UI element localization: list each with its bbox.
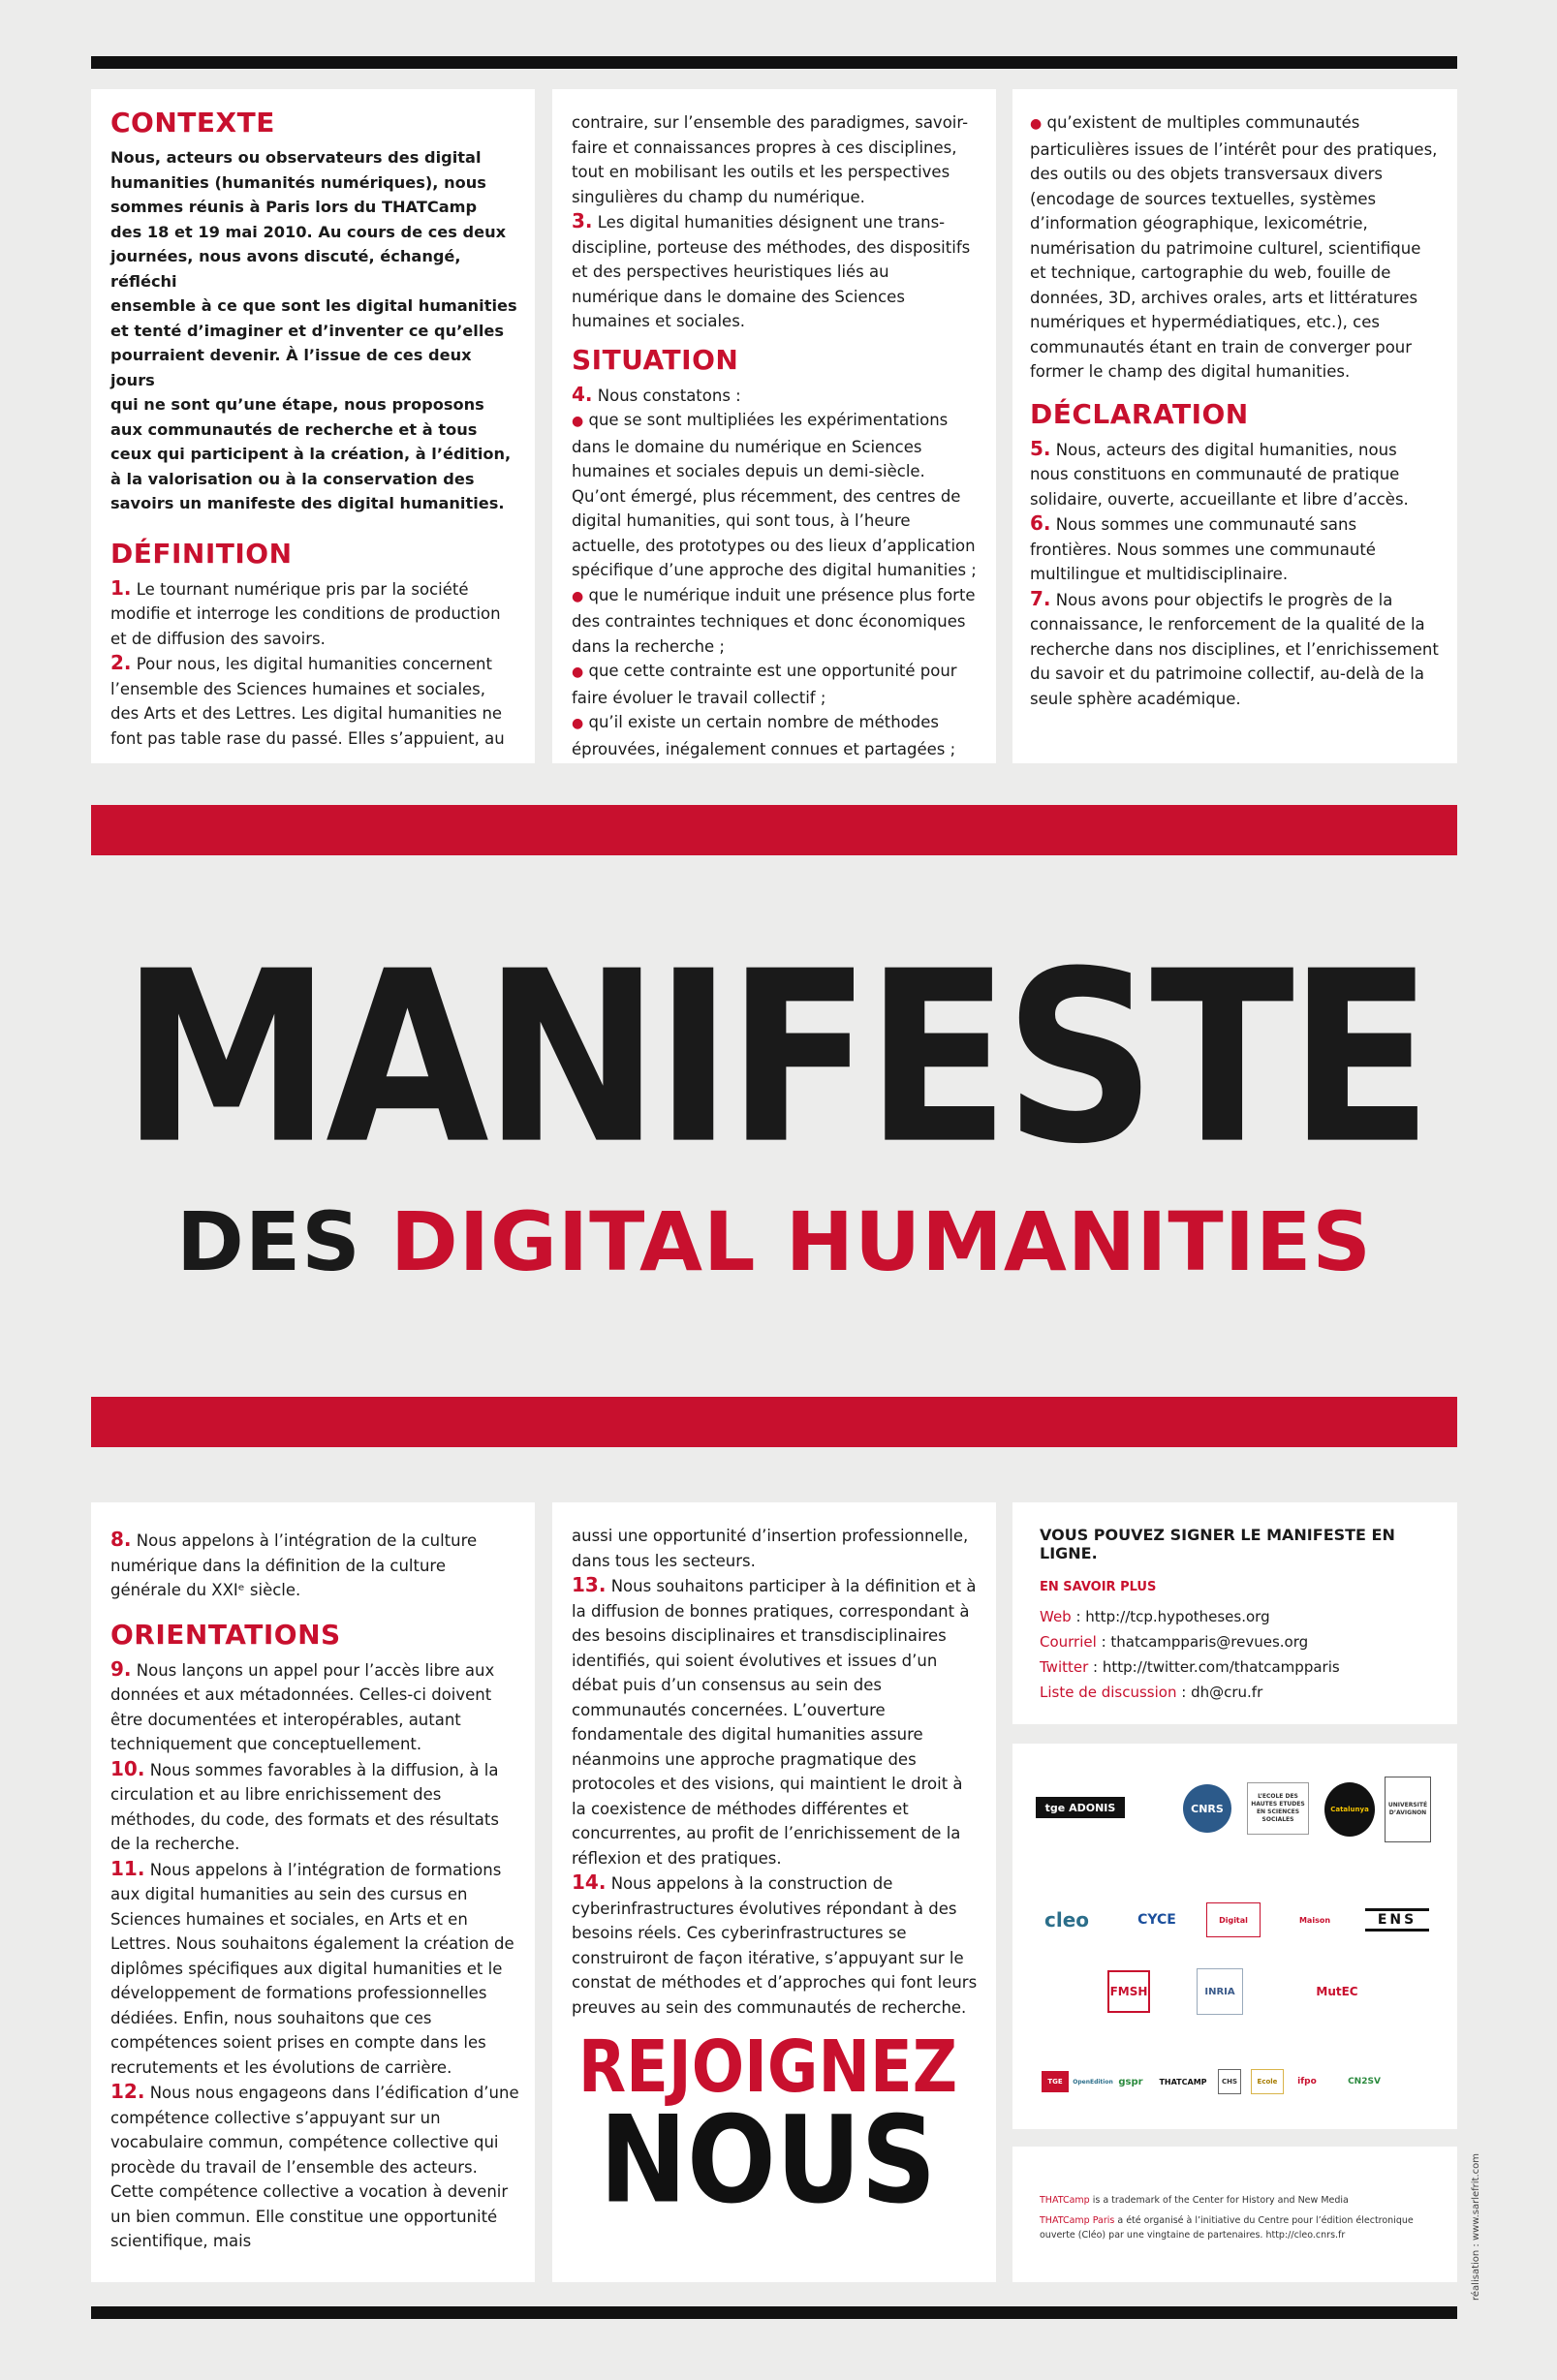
- subtitle-des: DES: [176, 1194, 390, 1289]
- sign-online-title: VOUS POUVEZ SIGNER LE MANIFESTE EN LIGNE.: [1040, 1526, 1395, 1562]
- title-subtitle: [91, 1193, 1457, 1290]
- item-13: 13. Nous souhaitons participer à la définition et à la diffusion de bonnes pratiques, correspondant à des besoins disciplinaires et transdisciplinaires identifiés, qui soient évolutives et issues d’un débat puis d’un consensus au sein des communautés concernées. L’ouverture fondamentale des digital humanities assure néanmoins une approche pragmatique des protocoles et des visions, qui maintient le droit à la coexistence de méthodes différentes et concurrentes, au profit de l’enrichissement de la réflexion et des pratiques.: [572, 1573, 977, 1868]
- design-credit: réalisation : www.sarlefrit.com: [1471, 2153, 1481, 2301]
- logo-tge-small: TGE: [1042, 2071, 1069, 2092]
- contexte-text: Nous, acteurs ou observateurs des digital humanities (humanités numériques), nous sommes réunis à Paris lors du THATCamp des 18 et 19 mai 2010. Au cours de ces deux journées, nous avons discuté, échangé, réfléchi ensemble à ce que sont les digital humanities et tenté d’imaginer et d’inventer ce qu’elles pourraient devenir. À l’issue de ces deux jours qui ne sont qu’une étape, nous proposons aux communautés de recherche et à tous ceux qui participent à la création, à l’édition, à la valorisation ou à la conservation des savoirs un manifeste des digital humanities.: [110, 148, 517, 512]
- logo-avignon: UNIVERSITÉ D’AVIGNON: [1385, 1777, 1431, 1842]
- bullet-icon: ●: [572, 665, 584, 680]
- item-7: 7. Nous avons pour objectifs le progrès de la connaissance, le renforcement de la qualité de la recherche dans nos disciplines, et l’enrichissement du savoir et du patrimoine collectif, au-delà de la seule sphère académique.: [1030, 586, 1439, 708]
- logo-gspr: gspr: [1118, 2076, 1143, 2087]
- logo-ehess: L’ECOLE DES HAUTES ETUDES EN SCIENCES SOCIALES: [1247, 1782, 1309, 1835]
- panel-partner-logos: [1012, 1744, 1457, 2129]
- bullet-icon: ●: [572, 588, 584, 604]
- bullet-item: ● qu’existent de multiples communautés particulières issues de l’intérêt pour des pratiques, des outils ou des objets transversaux divers (encodage de sources textuelles, systèmes d’information géographique, lexicométrie, numérisation du patrimoine culturel, scientifique et technique, cartographie du web, fouille de données, 3D, archives orales, arts et littératures numériques et hypermédiatiques, etc.), ces communautés étant en train de converger pour former le champ des digital humanities.: [1030, 113, 1438, 381]
- logo-openedition: OpenEdition: [1073, 2078, 1113, 2086]
- panel-info: [1012, 1502, 1457, 1724]
- item-6: 6. Nous sommes une communauté sans frontières. Nous sommes une communauté multilingue et multidisciplinaire.: [1030, 511, 1376, 583]
- logo-mutec: MutEC: [1316, 1984, 1358, 1998]
- panel-orientations: [91, 1502, 535, 2282]
- item-4: 4. Nous constatons :: [572, 382, 741, 406]
- logo-cnrs: CNRS: [1183, 1784, 1231, 1833]
- logo-tge-adonis: tge ADONIS: [1036, 1797, 1125, 1818]
- item-5: 5. Nous, acteurs des digital humanities, nous nous constituons en communauté de pratique solidaire, ouverte, accueillante et libre d’accès.: [1030, 436, 1409, 509]
- logo-cleo: cleo: [1043, 1907, 1089, 1932]
- logo-fmsh: FMSH: [1107, 1970, 1150, 2013]
- heading-declaration: DÉCLARATION: [1030, 397, 1249, 430]
- logo-chs: CHS: [1218, 2069, 1241, 2094]
- top-rule: [91, 56, 1457, 69]
- bullet-icon: ●: [572, 414, 584, 429]
- item-12: 12. Nous nous engageons dans l’édification d’une compétence collective s’appuyant sur un vocabulaire commun, compétence collective qui procède du travail de l’ensemble des acteurs. Cette compétence collective a vocation à devenir un bien commun. Elle constitue une opportunité scientifique, mais: [110, 2080, 519, 2250]
- heading-definition: DÉFINITION: [110, 537, 293, 570]
- panel-contexte: [91, 89, 535, 763]
- logo-catalunya: Catalunya: [1324, 1782, 1375, 1837]
- footnote-trademark: THATCamp is a trademark of the Center for History and New Media: [1040, 2195, 1349, 2206]
- mailing-list-link[interactable]: Liste de discussion : dh@cru.fr: [1040, 1684, 1263, 1701]
- logo-inria: INRIA: [1197, 1968, 1243, 2015]
- heading-contexte: CONTEXTE: [110, 107, 275, 139]
- item-14: 14. Nous appelons à la construction de cyberinfrastructures évolutives répondant à des besoins réels. Ces cyberinfrastructures se construiront de façon itérative, s’appuyant sur le constat de méthodes et d’approches qui font leurs preuves au sein des communautés de recherche.: [572, 1870, 978, 2017]
- col2-bottom-continuation: aussi une opportunité d’insertion professionnelle, dans tous les secteurs.: [572, 1527, 969, 1570]
- logo-cyce: CYCE: [1137, 1911, 1176, 1928]
- title-top-band: [91, 805, 1457, 855]
- bullet-item: ● que cette contrainte est une opportunité pour faire évoluer le travail collectif ;: [572, 662, 957, 707]
- item-11: 11. Nous appelons à l’intégration de formations aux digital humanities au sein des cursus en Sciences humaines et sociales, en Arts et en Lettres. Nous souhaitons également la création de diplômes spécifiques aux digital humanities et le développement de formations professionnelles dédiées. Enfin, nous souhaitons que ces compétences soient prises en compte dans les recrutements et les évolutions de carrière.: [110, 1856, 514, 2077]
- join-us-line-1: REJOIGNEZ: [577, 2026, 958, 2110]
- item-10: 10. Nous sommes favorables à la diffusion, à la circulation et au libre enrichissement des méthodes, du code, des formats et des résultats de la recherche.: [110, 1756, 499, 1853]
- web-link[interactable]: Web : http://tcp.hypotheses.org: [1040, 1608, 1270, 1625]
- logo-digital: Digital: [1206, 1902, 1261, 1937]
- item-2: 2. Pour nous, les digital humanities concernent l’ensemble des Sciences humaines et sociales, des Arts et des Lettres. Les digital humanities ne font pas table rase du passé. Elles s’appuient, au: [110, 651, 505, 748]
- col2-continuation: contraire, sur l’ensemble des paradigmes, savoir-faire et connaissances propres à ces disciplines, tout en mobilisant les outils et les perspectives singulières du champ du numérique.: [572, 113, 969, 206]
- panel-declaration: [1012, 89, 1457, 763]
- bottom-rule: [91, 2306, 1457, 2319]
- heading-orientations: ORIENTATIONS: [110, 1618, 341, 1651]
- subtitle-digital-humanities: DIGITAL HUMANITIES: [390, 1194, 1372, 1289]
- logo-ens: ENS: [1365, 1908, 1429, 1932]
- panel-footnote: [1012, 2147, 1457, 2282]
- logo-cn2sv: CN2SV: [1348, 2076, 1381, 2086]
- learn-more-heading: EN SAVOIR PLUS: [1040, 1580, 1157, 1594]
- bullet-icon: ●: [572, 716, 584, 731]
- twitter-link[interactable]: Twitter : http://twitter.com/thatcampparis: [1040, 1658, 1340, 1676]
- heading-situation: SITUATION: [572, 343, 739, 376]
- item-1: 1. Le tournant numérique pris par la société modifie et interroge les conditions de production et de diffusion des savoirs.: [110, 575, 501, 648]
- logo-maison: Maison: [1298, 1915, 1331, 1925]
- footnote-organisation: THATCamp Paris a été organisé à l’initiative du Centre pour l’édition électronique ouverte (Cléo) par une vingtaine de partenaires. http://cleo.cnrs.fr: [1040, 2215, 1414, 2241]
- title-bottom-band: [91, 1397, 1457, 1447]
- email-link[interactable]: Courriel : thatcampparis@revues.org: [1040, 1633, 1309, 1651]
- item-8: 8. Nous appelons à l’intégration de la culture numérique dans la définition de la culture générale du XXIᵉ siècle.: [110, 1528, 478, 1599]
- panel-situation: [552, 89, 996, 763]
- bullet-item: ● que le numérique induit une présence plus forte des contraintes techniques et donc économiques dans la recherche ;: [572, 585, 976, 656]
- bullet-icon: ●: [1030, 116, 1043, 132]
- logo-ecole: Ecole: [1251, 2069, 1284, 2094]
- item-3: 3. Les digital humanities désignent une trans-discipline, porteuse des méthodes, des dispositifs et des perspectives heuristiques liés au numérique dans le domaine des Sciences humaines et sociales.: [572, 209, 971, 330]
- item-9: 9. Nous lançons un appel pour l’accès libre aux données et aux métadonnées. Celles-ci doivent être documentées et interopérables, autant techniquement que conceptuellement.: [110, 1656, 495, 1753]
- join-us-line-2: NOUS: [599, 2090, 937, 2231]
- bullet-item: ● qu’il existe un certain nombre de méthodes éprouvées, inégalement connues et partagées ;: [572, 713, 956, 758]
- logo-ifpo: ifpo: [1297, 2076, 1317, 2086]
- title-manifeste: MANIFESTE: [121, 921, 1427, 1196]
- bullet-item: ● que se sont multipliées les expérimentations dans le domaine du numérique en Sciences humaines et sociales depuis un demi-siècle. Qu’ont émergé, plus récemment, des centres de digital humanities, qui sont tous, à l’heure actuelle, des prototypes ou des lieux d’application spécifique d’une approche des digital humanities ;: [572, 411, 977, 579]
- logo-thatcamp: THATCAMP: [1159, 2077, 1207, 2086]
